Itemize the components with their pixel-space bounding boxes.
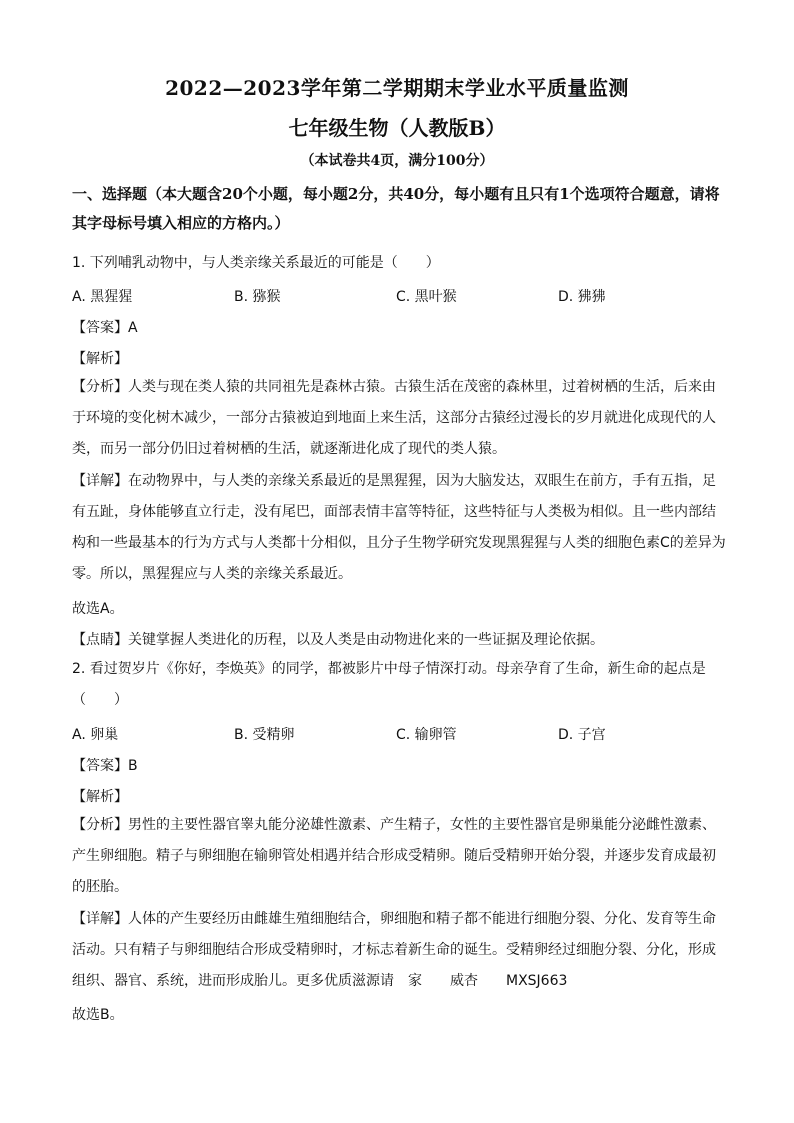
q2-option-b: B. 受精卵 bbox=[234, 727, 295, 743]
q1-option-c: C. 黑叶猴 bbox=[396, 289, 457, 305]
q2-conclusion: 故选B。 bbox=[72, 1007, 124, 1023]
q2-xiangjie: 【详解】人体的产生要经历由雌雄生殖细胞结合，卵细胞和精子都不能进行细胞分裂、分化、发育等生命活动。只有精子与卵细胞结合形成受精卵时，才标志着新生命的诞生。受精卵经过细胞分裂、分化，形成组织、器官、系统，进而形成胎儿。更多优质滋源请 家 威杏 MXSJ663 bbox=[72, 911, 716, 989]
exam-title: 2022—2023学年第二学期期末学业水平质量监测 bbox=[165, 76, 629, 100]
q1-dianjing: 【点睛】关键掌握人类进化的历程，以及人类是由动物进化来的一些证据及理论依据。 bbox=[72, 632, 604, 648]
q1-options bbox=[72, 286, 726, 306]
section-heading: 一、选择题（本大题含20个小题，每小题2分，共40分，每小题有且只有1个选项符合题意，请将其字母标号填入相应的方格内。） bbox=[72, 185, 720, 232]
q2-answer: 【答案】B bbox=[72, 758, 138, 774]
q1-option-d: D. 狒狒 bbox=[558, 289, 606, 305]
q1-conclusion: 故选A。 bbox=[72, 601, 124, 617]
q2-fenxi: 【分析】男性的主要性器官睾丸能分泌雄性激素、产生精子，女性的主要性器官是卵巢能分泌雌性激素、产生卵细胞。精子与卵细胞在输卵管处相遇并结合形成受精卵。随后受精卵开始分裂，并逐步发育成最初的胚胎。 bbox=[72, 817, 716, 895]
q2-option-d: D. 子宫 bbox=[558, 727, 606, 743]
q2-option-c: C. 输卵管 bbox=[396, 727, 457, 743]
exam-note: （本试卷共4页，满分100分） bbox=[300, 153, 494, 169]
q2-stem: 2. 看过贺岁片《你好，李焕英》的同学，都被影片中母子情深打动。母亲孕育了生命，新生命的起点是（ ） bbox=[72, 661, 706, 708]
exam-subtitle: 七年级生物（人教版B） bbox=[288, 116, 506, 140]
q1-answer: 【答案】A bbox=[72, 320, 138, 336]
q2-analysis-label: 【解析】 bbox=[72, 789, 128, 805]
q2-options bbox=[72, 724, 726, 744]
q1-fenxi: 【分析】人类与现在类人猿的共同祖先是森林古猿。古猿生活在茂密的森林里，过着树栖的生活，后来由于环境的变化树木减少，一部分古猿被迫到地面上来生活，这部分古猿经过漫长的岁月就进化成现代的人类，而另一部分仍旧过着树栖的生活，就逐渐进化成了现代的类人猿。 bbox=[72, 379, 716, 457]
q1-option-a: A. 黑猩猩 bbox=[72, 289, 133, 305]
q1-option-b: B. 猕猴 bbox=[234, 289, 281, 305]
q1-stem: 1. 下列哺乳动物中，与人类亲缘关系最近的可能是（ ） bbox=[72, 255, 440, 271]
q1-analysis-label: 【解析】 bbox=[72, 351, 128, 367]
q2-option-a: A. 卵巢 bbox=[72, 727, 119, 743]
q1-xiangjie: 【详解】在动物界中，与人类的亲缘关系最近的是黑猩猩，因为大脑发达，双眼生在前方，手有五指，足有五趾，身体能够直立行走，没有尾巴，面部表情丰富等特征，这些特征与人类极为相似。且一些内部结构和一些最基本的行为方式与人类都十分相似，且分子生物学研究发现黑猩猩与人类的细胞色素C的差异为零。所以，黑猩猩应与人类的亲缘关系最近。 bbox=[72, 473, 726, 582]
